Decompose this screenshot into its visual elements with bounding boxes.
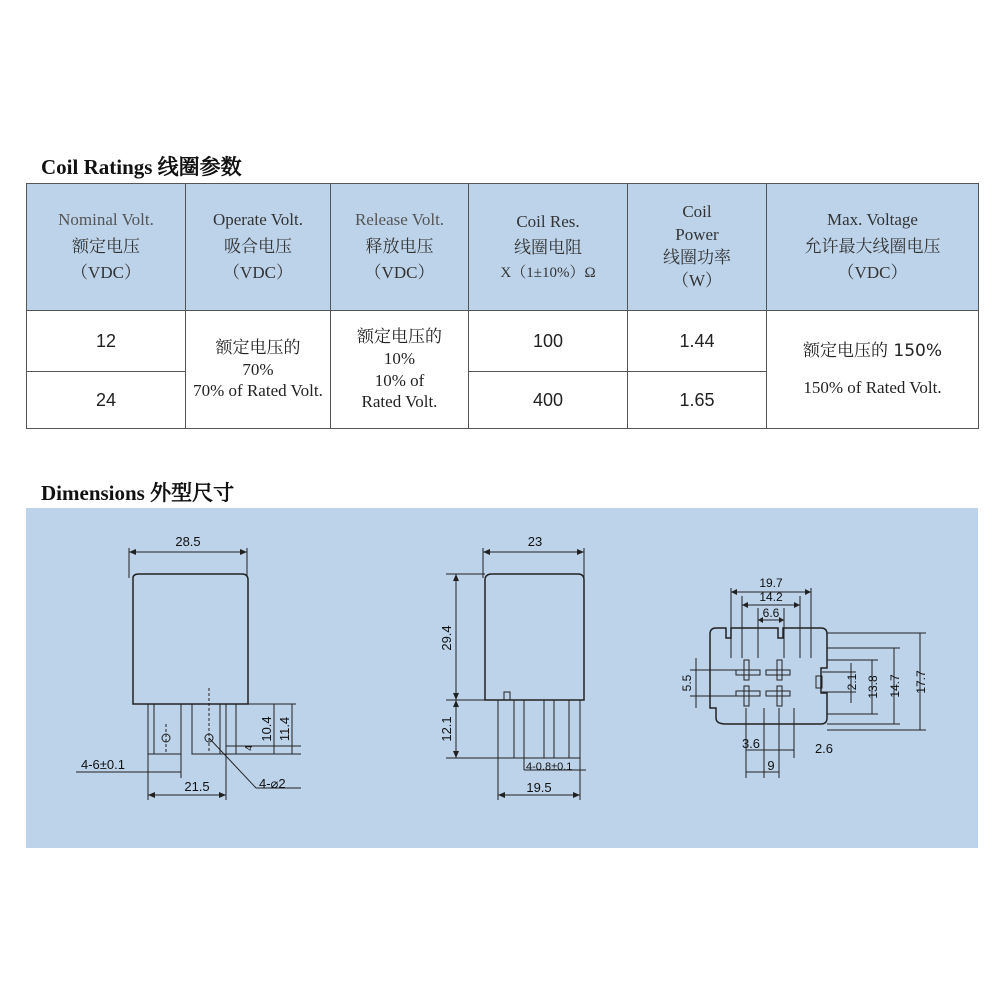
cell-power: 1.65 <box>628 372 767 429</box>
coil-ratings-title: Coil Ratings 线圈参数 <box>41 155 242 179</box>
header-en: Coil Res. <box>516 212 580 232</box>
cell-release <box>331 311 469 429</box>
dimensions-panel <box>26 508 978 848</box>
header-unit: （VDC） <box>71 263 141 283</box>
header-unit: （VDC） <box>364 263 435 283</box>
header-zh: 允许最大线圈电压 <box>804 236 941 257</box>
bottom-d11: 2.6 <box>814 741 834 756</box>
header-unit: （W） <box>671 270 723 290</box>
bottom-d4: 5.5 <box>680 674 694 692</box>
bottom-d10: 9 <box>767 758 775 773</box>
max-zh: 额定电压的 150% <box>802 340 942 361</box>
header-coil-power <box>628 184 767 311</box>
header-en: Release Volt. <box>354 210 445 230</box>
coil-ratings-table <box>26 183 979 429</box>
front-view-drawing <box>76 534 301 800</box>
header-en: Max. Voltage <box>827 210 918 230</box>
operate-pct: 70% <box>242 359 274 379</box>
cell-nominal: 12 <box>27 311 186 372</box>
operate-en: 70% of Rated Volt. <box>193 381 323 401</box>
header-unit: （VDC） <box>837 263 908 283</box>
cell-power: 1.44 <box>628 311 767 372</box>
header-zh: 吸合电压 <box>224 236 292 257</box>
bottom-d6: 13.8 <box>866 675 880 699</box>
table-row <box>27 311 979 372</box>
bottom-d1: 19.7 <box>759 576 783 590</box>
front-pin-height-2: 11.4 <box>277 716 292 742</box>
header-en: Operate Volt. <box>212 210 304 230</box>
header-unit: X（1±10%）Ω <box>500 264 596 281</box>
front-pin-pitch: 21.5 <box>184 779 210 794</box>
side-width-label: 23 <box>527 534 543 549</box>
table-header-row <box>27 184 979 311</box>
bottom-d7: 14.7 <box>888 674 902 698</box>
operate-zh: 额定电压的 <box>215 337 301 358</box>
dimensions-title: Dimensions 外型尺寸 <box>41 481 235 505</box>
side-pin-height-label: 12.1 <box>439 716 454 742</box>
bottom-d9: 3.6 <box>741 736 761 751</box>
header-operate-volt <box>186 184 331 311</box>
header-coil-res <box>469 184 628 311</box>
bottom-d3: 6.6 <box>762 606 780 620</box>
front-pin-height-1: 10.4 <box>259 716 274 742</box>
header-zh: 释放电压 <box>365 236 434 257</box>
release-en: 10% of <box>374 370 425 390</box>
header-zh: 线圈功率 <box>663 248 731 268</box>
front-hole-label: 4-⌀2 <box>259 776 286 791</box>
max-en: 150% of Rated Volt. <box>803 377 942 397</box>
side-view-drawing <box>439 534 586 800</box>
bottom-view-drawing <box>680 576 928 778</box>
header-max-voltage <box>767 184 979 311</box>
bottom-d2: 14.2 <box>759 590 783 604</box>
bottom-d5: 2.1 <box>845 673 859 691</box>
header-en: Coil <box>682 202 712 222</box>
side-height-label: 29.4 <box>439 625 454 651</box>
header-release-volt <box>331 184 469 311</box>
release-pct: 10% <box>383 349 416 369</box>
header-zh: 额定电压 <box>72 236 140 257</box>
front-width-label: 28.5 <box>175 534 201 549</box>
header-zh: 线圈电阻 <box>514 238 582 259</box>
cell-max-voltage <box>767 311 979 429</box>
release-en: Rated Volt. <box>361 391 438 411</box>
release-zh: 额定电压的 <box>357 327 442 347</box>
header-unit: （VDC） <box>223 263 293 283</box>
header-en: Nominal Volt. <box>58 210 154 230</box>
cell-resistance: 100 <box>469 311 628 372</box>
dimension-drawings <box>26 508 978 848</box>
cell-resistance: 400 <box>469 372 628 429</box>
cell-operate <box>186 311 331 429</box>
header-nominal-volt <box>27 184 186 311</box>
side-base-label: 19.5 <box>526 780 552 795</box>
front-pin-width: 4-6±0.1 <box>81 757 125 772</box>
front-pin-len: 4 <box>244 745 255 751</box>
header-en: Power <box>675 225 719 245</box>
side-pin-thickness: 4-0.8±0.1 <box>526 761 573 773</box>
cell-nominal: 24 <box>27 372 186 429</box>
bottom-d8: 17.7 <box>914 670 928 694</box>
